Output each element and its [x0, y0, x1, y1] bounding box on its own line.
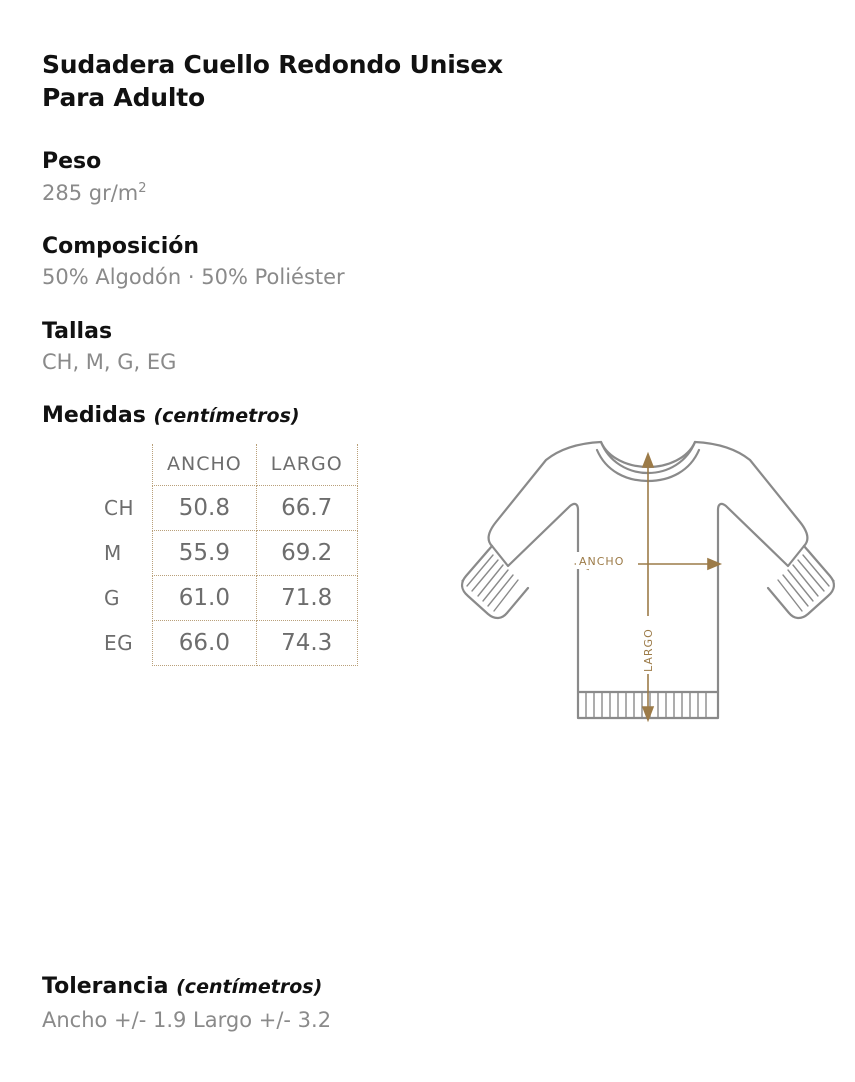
- weight-label: Peso: [42, 149, 102, 174]
- cell-ancho: 66.0: [153, 620, 257, 665]
- diagram-width-label: ANCHO: [578, 554, 625, 568]
- table-corner-cell: [104, 444, 153, 486]
- table-row: [104, 485, 357, 530]
- table-header-row: [104, 444, 357, 486]
- weight-number: 285 gr/m: [42, 180, 139, 205]
- spec-composition: [42, 233, 813, 292]
- row-header-size: EG: [104, 630, 134, 655]
- tolerance-label: [42, 973, 331, 1001]
- measures-label: [42, 402, 813, 430]
- tolerance-label-text: Tolerancia: [42, 974, 169, 1000]
- cell-largo: 71.8: [256, 575, 357, 620]
- measures-section: [42, 436, 813, 744]
- diagram-length-label: LARGO: [641, 628, 655, 672]
- size-table: [104, 444, 358, 666]
- garment-diagram: [396, 440, 836, 744]
- column-header-ancho: ANCHO: [153, 444, 257, 486]
- measures-unit-note: (centímetros): [153, 405, 300, 428]
- cell-largo: 69.2: [256, 530, 357, 575]
- table-row: [104, 530, 357, 575]
- spec-sizes: [42, 318, 813, 377]
- spec-measures: [42, 402, 813, 430]
- column-header-largo: LARGO: [256, 444, 357, 486]
- cell-ancho: 50.8: [153, 485, 257, 530]
- weight-value: [42, 180, 813, 207]
- weight-exponent: 2: [138, 180, 147, 196]
- tolerance-section: [42, 973, 331, 1034]
- tolerance-unit-note: (centímetros): [176, 976, 323, 999]
- table-row: [104, 575, 357, 620]
- row-header-size: G: [104, 585, 120, 610]
- spec-weight: [42, 148, 813, 207]
- composition-label: Composición: [42, 233, 200, 259]
- composition-value: 50% Algodón · 50% Poliéster: [42, 265, 345, 290]
- cell-largo: 66.7: [256, 485, 357, 530]
- cell-largo: 74.3: [256, 620, 357, 665]
- cell-ancho: 55.9: [153, 530, 257, 575]
- table-row: [104, 620, 357, 665]
- row-header-size: M: [104, 540, 122, 565]
- sizes-value: CH, M, G, EG: [42, 350, 177, 375]
- page-title: Sudadera Cuello Redondo Unisex Para Adulto: [42, 50, 503, 112]
- measures-label-text: Medidas: [42, 403, 146, 429]
- row-header-size: CH: [104, 495, 135, 520]
- tolerance-value: Ancho +/- 1.9 Largo +/- 3.2: [42, 1007, 332, 1032]
- sizes-label: Tallas: [42, 318, 113, 344]
- cell-ancho: 61.0: [153, 575, 257, 620]
